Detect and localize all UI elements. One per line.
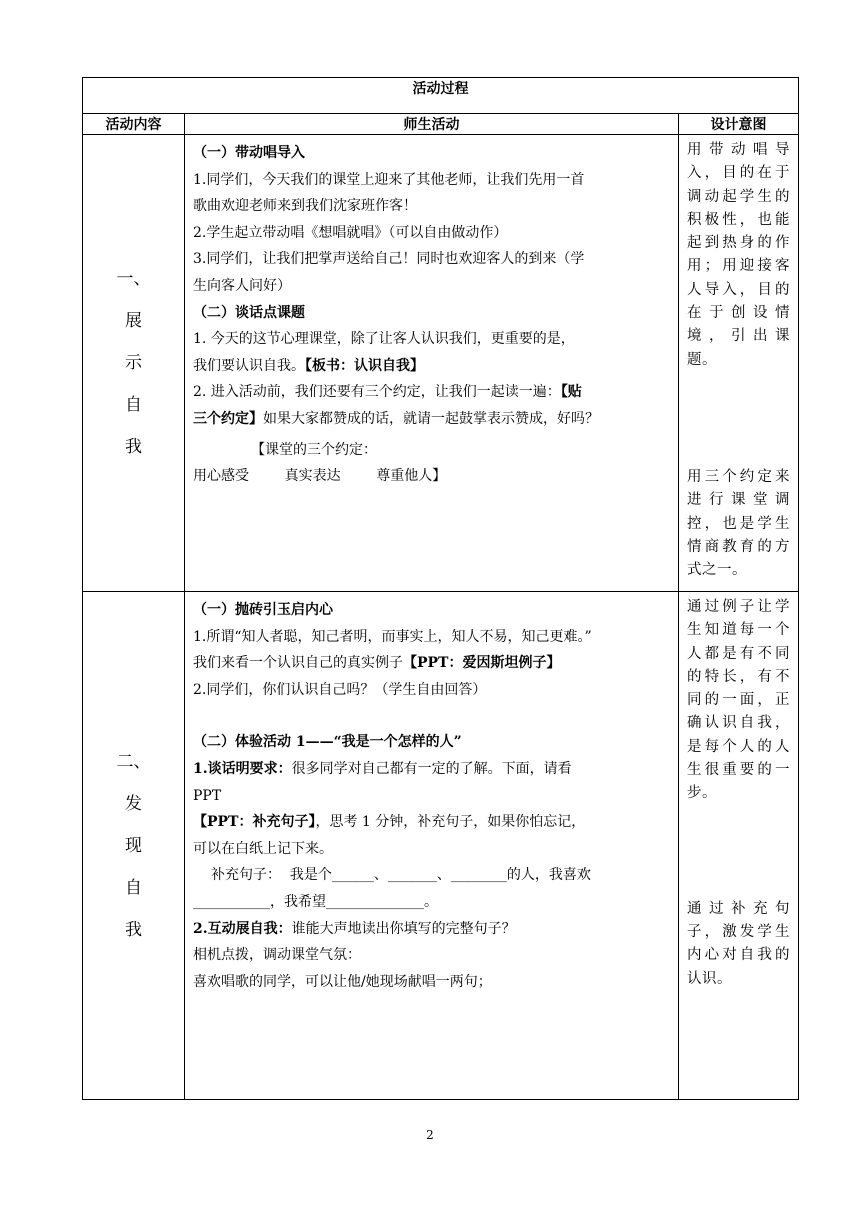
text-line — [193, 353, 668, 380]
section-2-label — [83, 592, 185, 1100]
text-line: 1.所谓“知人者聪，知己者明，而事实上，知人不易，知己更难。” — [193, 628, 592, 645]
text-span: 很多同学对自己都有一定的了解。下面，请看 — [291, 760, 572, 777]
text-line — [193, 916, 668, 943]
section-1-label — [83, 135, 185, 592]
column-header-intent: 设计意图 — [679, 114, 799, 135]
section-1-activities — [185, 135, 679, 592]
text-line — [193, 756, 668, 783]
text-line: 相机点拨，调动课堂气氛： — [193, 947, 361, 964]
subheading: （一）带动唱导入 — [193, 145, 305, 161]
text-span: 如果大家都赞成的话，就请一起鼓掌表示赞成，好吗？ — [263, 410, 599, 427]
text-line: 1.同学们，今天我们的课堂上迎来了其他老师，让我们先用一首 — [193, 171, 585, 188]
intent-text: 通过补充句子，激发学生内心对自我的认识。 — [687, 900, 790, 987]
section-2-label-char: 自 — [125, 877, 142, 898]
section-2-activities — [185, 592, 679, 1100]
section-1-intent — [679, 135, 799, 592]
text-span: 2. 进入活动前，我们还要有三个约定，让我们一起读一遍： — [193, 384, 561, 401]
section-1-label-char: 一、 — [116, 269, 151, 289]
section-2-label-char: 我 — [125, 919, 142, 940]
section-1-label-char: 展 — [125, 311, 142, 331]
text-line: 歌曲欢迎老师来到我们沈家班作客！ — [193, 198, 417, 215]
text-line: 可以在白纸上记下来。 — [193, 840, 333, 857]
column-header-content: 活动内容 — [83, 114, 185, 135]
text-line — [193, 809, 668, 836]
text-line — [193, 379, 668, 406]
text-line: ___________，我希望______________。 — [193, 893, 438, 910]
board-note: 三个约定】 — [193, 410, 263, 427]
text-line — [193, 650, 668, 677]
page-number: 2 — [426, 1128, 434, 1142]
section-2-intent — [679, 592, 799, 1100]
section-2-label-char: 发 — [125, 793, 142, 814]
ppt-note: 【PPT：爱因斯坦例子】 — [403, 655, 561, 672]
table-title: 活动过程 — [83, 78, 799, 114]
text-line: 喜欢唱歌的同学，可以让他/她现场献唱一两句； — [193, 973, 492, 990]
column-header-activities: 师生活动 — [185, 114, 679, 135]
text-line: 生向客人问好） — [193, 277, 291, 294]
section-1-label-char: 我 — [125, 437, 142, 457]
ppt-note: 【PPT：补充句子】 — [193, 814, 316, 831]
text-span: 我们来看一个认识自己的真实例子 — [193, 655, 403, 672]
board-note: 【板书：认识自我】 — [305, 357, 424, 374]
text-line: 1. 今天的这节心理课堂，除了让客人认识我们，更重要的是， — [193, 331, 575, 348]
step-title: 1.谈话明要求： — [193, 760, 292, 777]
subheading: （二）体验活动 1——“我是一个怎样的人” — [193, 734, 462, 751]
intent-text: 通过例子让学生知道每一个人都是有不同的特长，有不同的一面，正确认识自我，是每个人的人生很重要的一步。 — [687, 599, 790, 802]
text-line: 2.学生起立带动唱《想唱就唱》（可以自由做动作） — [193, 224, 508, 241]
intent-text: 用三个约定来进行课堂调控，也是学生情商教育的方式之一。 — [687, 468, 790, 579]
section-1-label-char: 自 — [125, 395, 142, 415]
subheading: （二）谈话点课题 — [193, 304, 305, 321]
text-line: 补充句子： 我是个______、_______、________的人，我喜欢 — [211, 867, 591, 884]
text-line — [193, 406, 668, 433]
text-line: 【课堂的三个约定： — [251, 441, 377, 458]
section-2-label-char: 二、 — [116, 751, 151, 772]
text-span: ，思考 1 分钟，补充句子，如果你怕忘记， — [315, 814, 586, 831]
text-line: 2.同学们，你们认识自己吗？（学生自由回答） — [193, 681, 487, 698]
text-span: 我们要认识自我。 — [193, 357, 305, 374]
text-line: 3.同学们，让我们把掌声送给自己！同时也欢迎客人的到来（学 — [193, 251, 585, 268]
section-2-label-char: 现 — [125, 835, 142, 856]
activity-process-table — [82, 77, 799, 1100]
intent-text: 用带动唱导入，目的在于调动起学生的积极性，也能起到热身的作用；用迎接客人导入，目的在于创设情境，引出课题。 — [687, 142, 790, 368]
subheading: （一）抛砖引玉启内心 — [193, 602, 333, 618]
text-line: PPT — [193, 787, 222, 804]
section-1-label-char: 示 — [125, 353, 142, 373]
text-line: 用心感受 真实表达 尊重他人】 — [193, 468, 447, 485]
step-title: 2.互动展自我： — [193, 920, 292, 937]
board-note: 【贴 — [560, 384, 582, 401]
text-span: 谁能大声地读出你填写的完整句子？ — [291, 920, 516, 937]
